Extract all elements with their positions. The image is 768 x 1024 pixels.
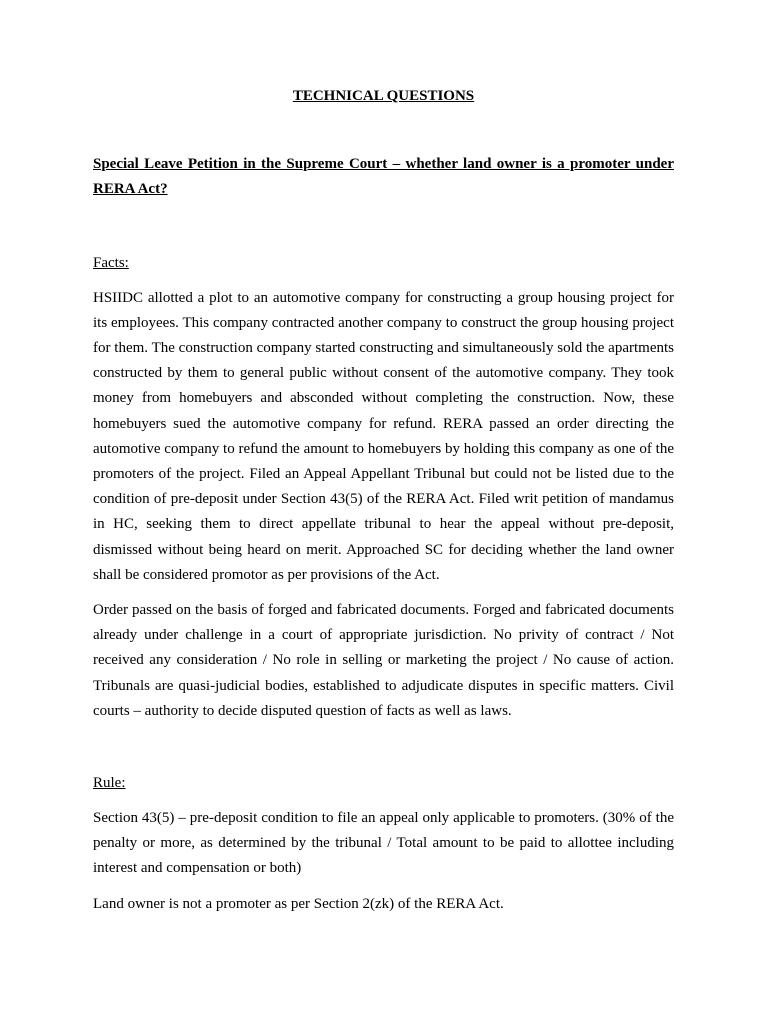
facts-paragraph-2: Order passed on the basis of forged and fabricated documents. Forged and fabricated documents already under challenge in a court of appropriate jurisdiction. No privity of contract / Not received any consideration / No role in selling or marketing the project / No cause of action. Tribunals are quasi-judicial bodies, established to adjudicate disputes in specific matters. Civil courts – authority to decide disputed question of facts as well as laws. [93, 602, 674, 719]
document-title: TECHNICAL QUESTIONS [292, 88, 475, 104]
facts-label: Facts: [93, 254, 129, 271]
rule-paragraph-2: Land owner is not a promoter as per Section 2(zk) of the RERA Act. [93, 895, 504, 912]
case-heading: Special Leave Petition in the Supreme Court – whether land owner is a promoter under RERA Act? [93, 156, 674, 198]
rule-label: Rule: [93, 775, 126, 792]
facts-paragraph-1: HSIIDC allotted a plot to an automotive company for constructing a group housing project for its employees. This company contracted another company to construct the group housing project for them. The construction company started constructing and simultaneously sold the apartments constructed by them to general public without consent of the automotive company. They took money from homebuyers and absconded without completing the construction. Now, these homebuyers sued the automotive company for refund. RERA passed an order directing the automotive company to refund the amount to homebuyers by holding this company as one of the promoters of the project. Filed an Appeal Appellant Tribunal but could not be listed due to the condition of pre-deposit under Section 43(5) of the RERA Act. Filed writ petition of mandamus in HC, seeking them to direct appellate tribunal to hear the appeal without pre-deposit, dismissed without being heard on merit. Approached SC for deciding whether the land owner shall be considered promotor as per provisions of the Act. [93, 289, 674, 583]
rule-paragraph-1: Section 43(5) – pre-deposit condition to file an appeal only applicable to promoters. (30% of the penalty or more, as determined by the tribunal / Total amount to be paid to allottee including interest and compensation or both) [93, 810, 674, 877]
